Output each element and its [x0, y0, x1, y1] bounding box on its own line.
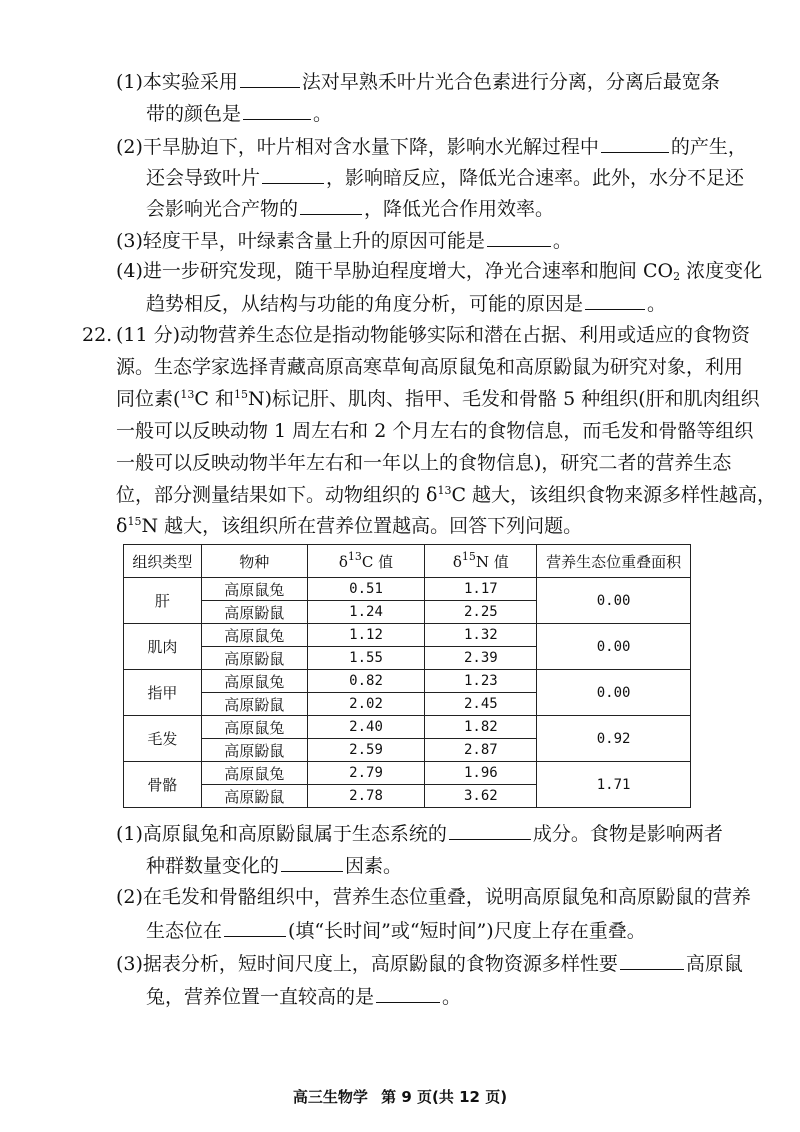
- header-c13-prefix: δ: [338, 552, 348, 571]
- q21-part1-text: 。: [313, 103, 333, 125]
- q22-part2-text: (2)在毛发和骨骼组织中，营养生态位重叠，说明高原鼠兔和高原鼢鼠的营养: [116, 886, 751, 908]
- q21-part4-text: 。: [647, 293, 667, 315]
- answer-blank[interactable]: [224, 917, 286, 937]
- answer-blank[interactable]: [376, 983, 440, 1003]
- c13-value: 0.82: [307, 670, 425, 693]
- c13-value: 1.24: [307, 601, 425, 624]
- q22-part1-text: (1)高原鼠兔和高原鼢鼠属于生态系统的: [116, 823, 447, 845]
- q22-part3-text: 兔，营养位置一直较高的是: [146, 986, 375, 1008]
- q21-part1-line1: [116, 68, 720, 94]
- n15-value: 1.23: [425, 670, 537, 693]
- isotope-data-table: [123, 544, 691, 808]
- q22-part1-line1: [116, 820, 723, 846]
- answer-blank[interactable]: [243, 100, 311, 120]
- species-cell: 高原鼢鼠: [201, 785, 307, 808]
- q22-intro-text: N)标记肝、肌肉、指甲、毛发和骨骼 5 种组织(肝和肌肉组织: [248, 388, 760, 410]
- tissue-cell: 毛发: [124, 716, 202, 762]
- q21-part2-text: (2)干旱胁迫下，叶片相对含水量下降，影响水光解过程中: [116, 136, 599, 158]
- c13-value: 0.51: [307, 578, 425, 601]
- n15-value: 2.39: [425, 647, 537, 670]
- answer-blank[interactable]: [281, 852, 343, 872]
- n15-value: 1.17: [425, 578, 537, 601]
- species-cell: 高原鼠兔: [201, 670, 307, 693]
- q21-part2-text: 会影响光合产物的: [146, 198, 299, 220]
- q22-intro-text: δ: [116, 515, 128, 537]
- q21-part4-text: 浓度变化: [680, 260, 763, 282]
- n15-value: 1.96: [425, 762, 537, 785]
- n15-value: 1.82: [425, 716, 537, 739]
- q22-intro-line3: [116, 387, 760, 411]
- superscript: 15: [127, 515, 142, 528]
- n15-value: 2.25: [425, 601, 537, 624]
- superscript: 15: [234, 388, 248, 401]
- page-footer: [0, 1086, 800, 1107]
- q21-part1-text: 法对早熟禾叶片光合色素进行分离，分离后最宽条: [301, 71, 720, 93]
- q22-part3-text: (3)据表分析，短时间尺度上，高原鼢鼠的食物资源多样性要: [116, 953, 618, 975]
- q21-part2-line2: [146, 164, 744, 190]
- overlap-value: 0.00: [537, 624, 691, 670]
- species-cell: 高原鼠兔: [201, 716, 307, 739]
- superscript: 13: [347, 549, 362, 563]
- table-row: [124, 578, 691, 601]
- q22-part2-text: (填“长时间”或“短时间”)尺度上存在重叠。: [288, 920, 646, 942]
- q22-intro-line4: 一般可以反映动物 1 周左右和 2 个月左右的食物信息，而毛发和骨骼等组织: [116, 420, 754, 442]
- n15-value: 2.87: [425, 739, 537, 762]
- superscript: 13: [180, 388, 195, 401]
- q22-part3-text: 高原鼠: [685, 953, 743, 975]
- q22-part1-line2: [146, 852, 402, 878]
- q22-intro-line1: (11 分)动物营养生态位是指动物能够实际和潜在占据、利用或适应的食物资: [116, 324, 751, 346]
- species-cell: 高原鼠兔: [201, 762, 307, 785]
- q21-part4-line1: [116, 259, 762, 283]
- q22-part2-text: 生态位在: [146, 920, 223, 942]
- n15-value: 2.45: [425, 693, 537, 716]
- footer-page-number: 第 9 页(共 12 页): [381, 1088, 508, 1106]
- q22-intro-text: C 和: [194, 388, 234, 410]
- q21-part4-text: 趋势相反，从结构与功能的角度分析，可能的原因是: [146, 293, 584, 315]
- q21-part3-text: (3)轻度干旱，叶绿素含量上升的原因可能是: [116, 230, 485, 252]
- n15-value: 3.62: [425, 785, 537, 808]
- q22-part1-text: 种群数量变化的: [146, 855, 280, 877]
- q22-part1-text: 成分。食物是影响两者: [532, 823, 723, 845]
- header-n15-suffix: N 值: [475, 552, 509, 571]
- subscript: 2: [673, 270, 681, 283]
- q21-part1-line2: [146, 100, 332, 126]
- table-row: [124, 716, 691, 739]
- table-row: [124, 762, 691, 785]
- q22-part3-line1: [116, 950, 743, 976]
- superscript: 13: [437, 484, 452, 497]
- q21-part1-text: 带的颜色是: [146, 103, 242, 125]
- answer-blank[interactable]: [300, 195, 362, 215]
- q21-part4-text: (4)进一步研究发现，随干旱胁迫程度增大，净光合速率和胞间 CO: [116, 260, 674, 282]
- species-cell: 高原鼢鼠: [201, 647, 307, 670]
- footer-subject: 高三生物学: [292, 1088, 368, 1106]
- c13-value: 2.02: [307, 693, 425, 716]
- q22-intro-text: 同位素(: [116, 388, 181, 410]
- c13-value: 2.59: [307, 739, 425, 762]
- species-cell: 高原鼠兔: [201, 578, 307, 601]
- q21-part3-text: 。: [552, 230, 572, 252]
- q21-part3-line1: [116, 227, 572, 253]
- overlap-value: 1.71: [537, 762, 691, 808]
- header-c13: [307, 545, 425, 578]
- header-species: 物种: [201, 545, 307, 578]
- c13-value: 2.40: [307, 716, 425, 739]
- answer-blank[interactable]: [262, 164, 324, 184]
- q22-intro-line2: 源。生态学家选择青藏高原高寒草甸高原鼠兔和高原鼢鼠为研究对象，利用: [116, 356, 744, 378]
- q21-part1-text: (1)本实验采用: [116, 71, 238, 93]
- answer-blank[interactable]: [240, 68, 300, 88]
- species-cell: 高原鼢鼠: [201, 739, 307, 762]
- header-overlap: 营养生态位重叠面积: [537, 545, 691, 578]
- q22-intro-line5: 一般可以反映动物半年左右和一年以上的食物信息)，研究二者的营养生态: [116, 452, 732, 474]
- q22-part3-line2: [146, 983, 461, 1009]
- table-header-row: [124, 545, 691, 578]
- header-c13-suffix: C 值: [361, 552, 394, 571]
- c13-value: 2.79: [307, 762, 425, 785]
- question-number: 22.: [82, 324, 113, 346]
- answer-blank[interactable]: [449, 820, 531, 840]
- superscript: 15: [461, 549, 476, 563]
- tissue-cell: 骨骼: [124, 762, 202, 808]
- q22-intro-text: N 越大，该组织所在营养位置越高。回答下列问题。: [141, 515, 583, 537]
- species-cell: 高原鼢鼠: [201, 693, 307, 716]
- n15-value: 1.32: [425, 624, 537, 647]
- tissue-cell: 指甲: [124, 670, 202, 716]
- q22-intro-line7: [116, 514, 582, 538]
- q22-part2-line2: [146, 917, 646, 943]
- answer-blank[interactable]: [585, 290, 645, 310]
- q21-part2-text: 的产生，: [670, 136, 747, 158]
- answer-blank[interactable]: [620, 950, 684, 970]
- q22-intro-text: 位，部分测量结果如下。动物组织的 δ: [116, 484, 438, 506]
- q22-part3-text: 。: [442, 986, 462, 1008]
- table-row: [124, 624, 691, 647]
- overlap-value: 0.92: [537, 716, 691, 762]
- overlap-value: 0.00: [537, 578, 691, 624]
- q22-intro-text: C 越大，该组织食物来源多样性越高，: [451, 484, 777, 506]
- table-row: [124, 670, 691, 693]
- header-n15: [425, 545, 537, 578]
- species-cell: 高原鼢鼠: [201, 601, 307, 624]
- q21-part2-text: 还会导致叶片: [146, 167, 261, 189]
- q21-part2-line3: [146, 195, 554, 221]
- header-n15-prefix: δ: [452, 552, 462, 571]
- species-cell: 高原鼠兔: [201, 624, 307, 647]
- tissue-cell: 肌肉: [124, 624, 202, 670]
- q22-part2-line1: [116, 885, 751, 909]
- answer-blank[interactable]: [487, 227, 551, 247]
- answer-blank[interactable]: [601, 133, 669, 153]
- c13-value: 1.12: [307, 624, 425, 647]
- q22-part1-text: 因素。: [345, 855, 403, 877]
- c13-value: 1.55: [307, 647, 425, 670]
- header-tissue: 组织类型: [124, 545, 202, 578]
- q22-intro-line6: [116, 483, 776, 507]
- q21-part2-text: ，影响暗反应，降低光合速率。此外，水分不足还: [326, 167, 745, 189]
- q21-part2-line1: [116, 133, 747, 159]
- c13-value: 2.78: [307, 785, 425, 808]
- tissue-cell: 肝: [124, 578, 202, 624]
- q21-part2-text: ，降低光合作用效率。: [364, 198, 555, 220]
- q21-part4-line2: [146, 290, 666, 316]
- overlap-value: 0.00: [537, 670, 691, 716]
